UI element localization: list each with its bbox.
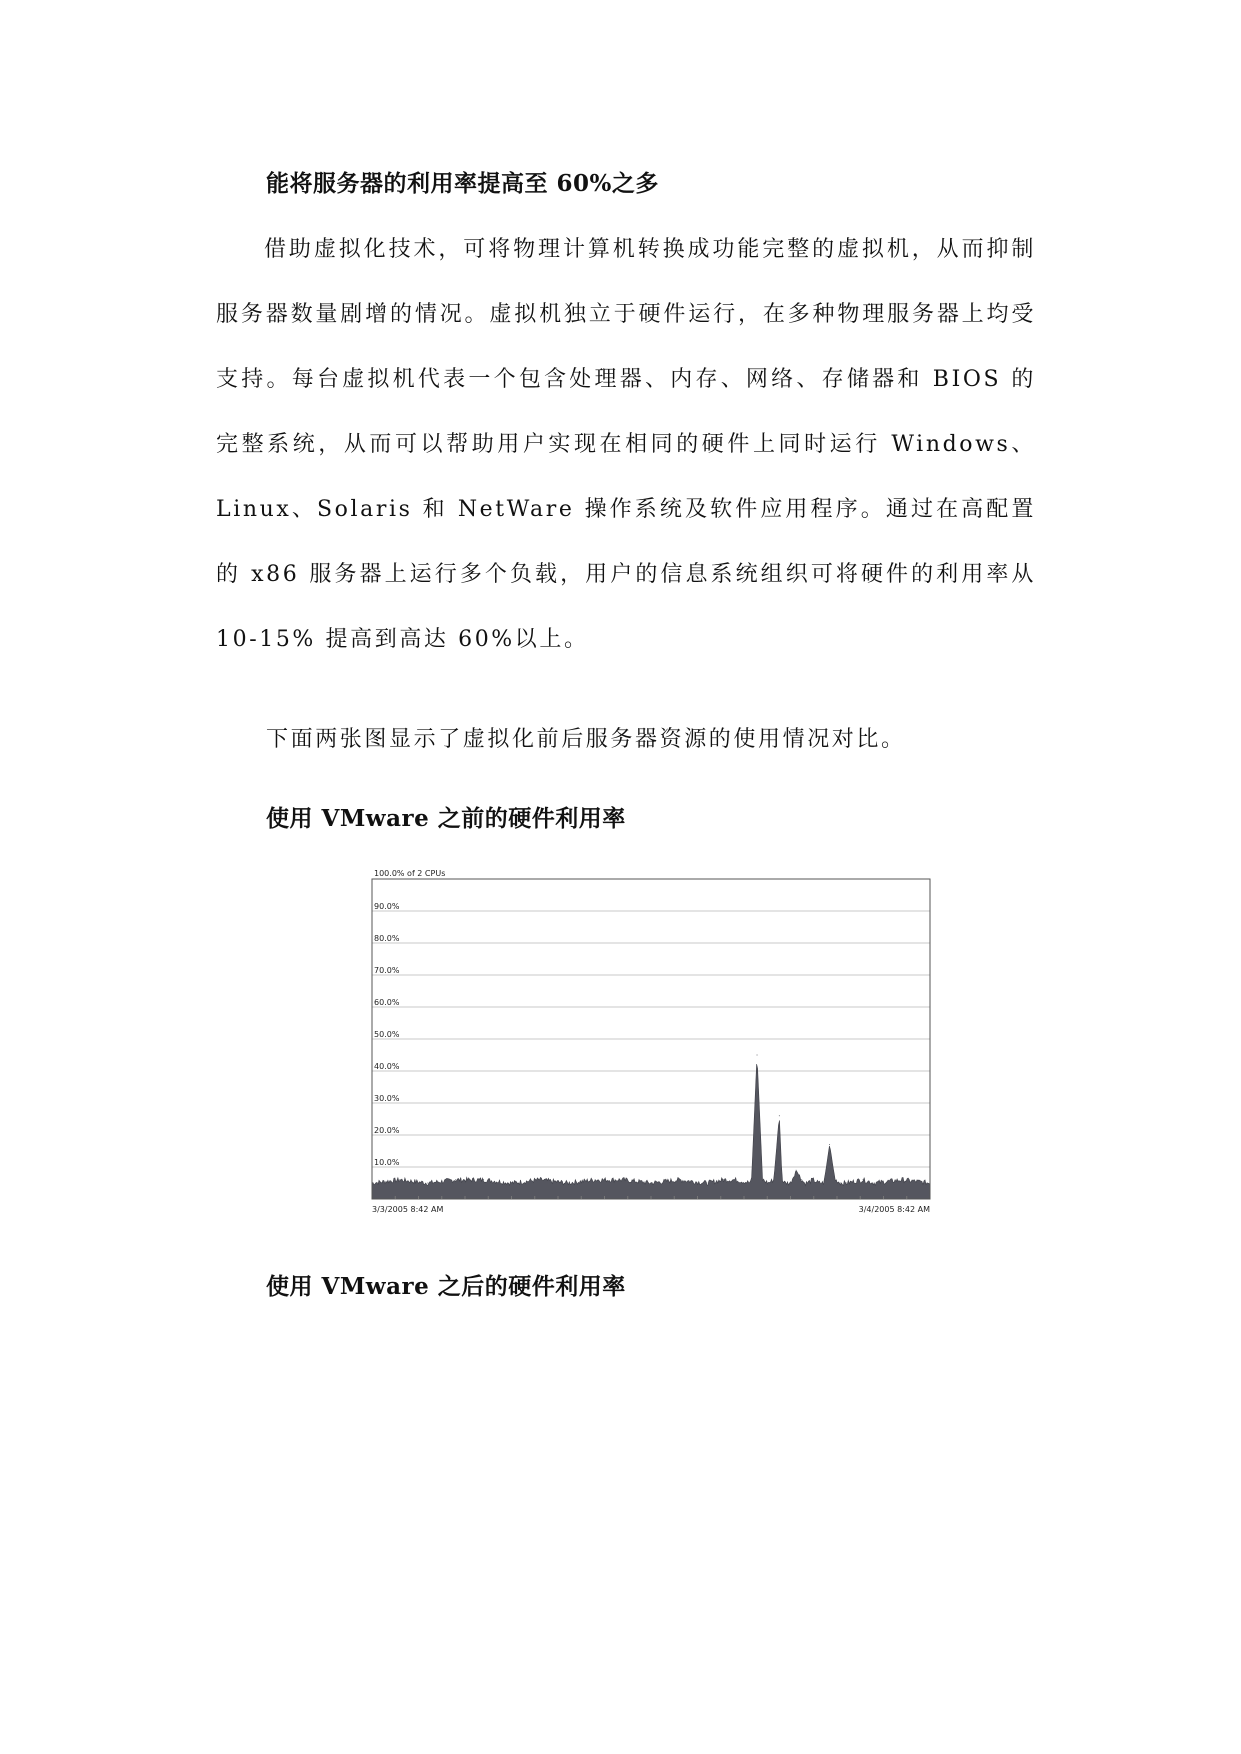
data-point [678, 1179, 679, 1180]
data-point [835, 1179, 836, 1180]
data-point [823, 1183, 824, 1184]
data-point [801, 1179, 802, 1180]
y-tick-label: 80.0% [374, 934, 400, 943]
data-point [846, 1183, 847, 1184]
section-heading: 能将服务器的利用率提高至 60%之多 [266, 170, 659, 197]
y-tick-label: 90.0% [374, 902, 400, 911]
y-tick-label: 50.0% [374, 1030, 400, 1039]
intro-line: 下面两张图显示了虚拟化前后服务器资源的使用情况对比。 [266, 727, 906, 752]
data-point [706, 1183, 707, 1184]
data-point [734, 1179, 735, 1180]
data-point [539, 1179, 540, 1180]
y-tick-label: 30.0% [374, 1094, 400, 1103]
data-point [784, 1183, 785, 1184]
chart-top-label: 100.0% of 2 CPUs [374, 869, 446, 878]
data-point [863, 1179, 864, 1180]
y-tick-label: 70.0% [374, 966, 400, 975]
data-point [874, 1183, 875, 1184]
data-point [773, 1179, 774, 1180]
data-point [902, 1179, 903, 1180]
data-point [796, 1170, 797, 1171]
data-point [790, 1183, 791, 1184]
cpu-usage-chart-svg [370, 868, 936, 1216]
cpu-usage-area [372, 1064, 930, 1199]
after-chart-heading: 使用 VMware 之后的硬件利用率 [266, 1273, 626, 1300]
data-point [768, 1183, 769, 1184]
data-point [751, 1183, 752, 1184]
data-point [818, 1183, 819, 1184]
data-point [840, 1183, 841, 1184]
data-point [829, 1144, 830, 1145]
y-tick-label: 20.0% [374, 1126, 400, 1135]
data-point [757, 1055, 758, 1056]
data-point [595, 1179, 596, 1180]
data-point [779, 1115, 780, 1116]
y-tick-label: 10.0% [374, 1158, 400, 1167]
data-point [812, 1179, 813, 1180]
data-point [511, 1183, 512, 1184]
data-point [804, 1183, 805, 1184]
x-label-start: 3/3/2005 8:42 AM [372, 1205, 444, 1214]
data-point [807, 1183, 808, 1184]
x-label-end: 3/4/2005 8:42 AM [858, 1205, 930, 1214]
y-tick-label: 40.0% [374, 1062, 400, 1071]
data-point [567, 1183, 568, 1184]
body-paragraph: 借助虚拟化技术，可将物理计算机转换成功能完整的虚拟机，从而抑制服务器数量剧增的情况。虚拟机独立于硬件运行，在多种物理服务器上均受支持。每台虚拟机代表一个包含处理器、内存、网络、存储器和 BIOS 的完整系统，从而可以帮助用户实现在相同的硬件上同时运行 Windows、Linux、Solaris 和 NetWare 操作系统及软件应用程序。通过在高配置的 x86 服务器上运行多个负载，用户的信息系统组织可将硬件的利用率从 10-15% 提高到高达 60%以上。 [216, 237, 1036, 652]
cpu-usage-chart [370, 868, 936, 1216]
data-point [723, 1179, 724, 1180]
data-point [623, 1179, 624, 1180]
data-point [483, 1179, 484, 1180]
data-point [455, 1179, 456, 1180]
data-point [651, 1183, 652, 1184]
data-point [427, 1183, 428, 1184]
y-tick-label: 60.0% [374, 998, 400, 1007]
data-point [399, 1179, 400, 1180]
data-point [762, 1179, 763, 1180]
data-point [782, 1179, 783, 1180]
before-chart-heading: 使用 VMware 之前的硬件利用率 [266, 805, 626, 832]
